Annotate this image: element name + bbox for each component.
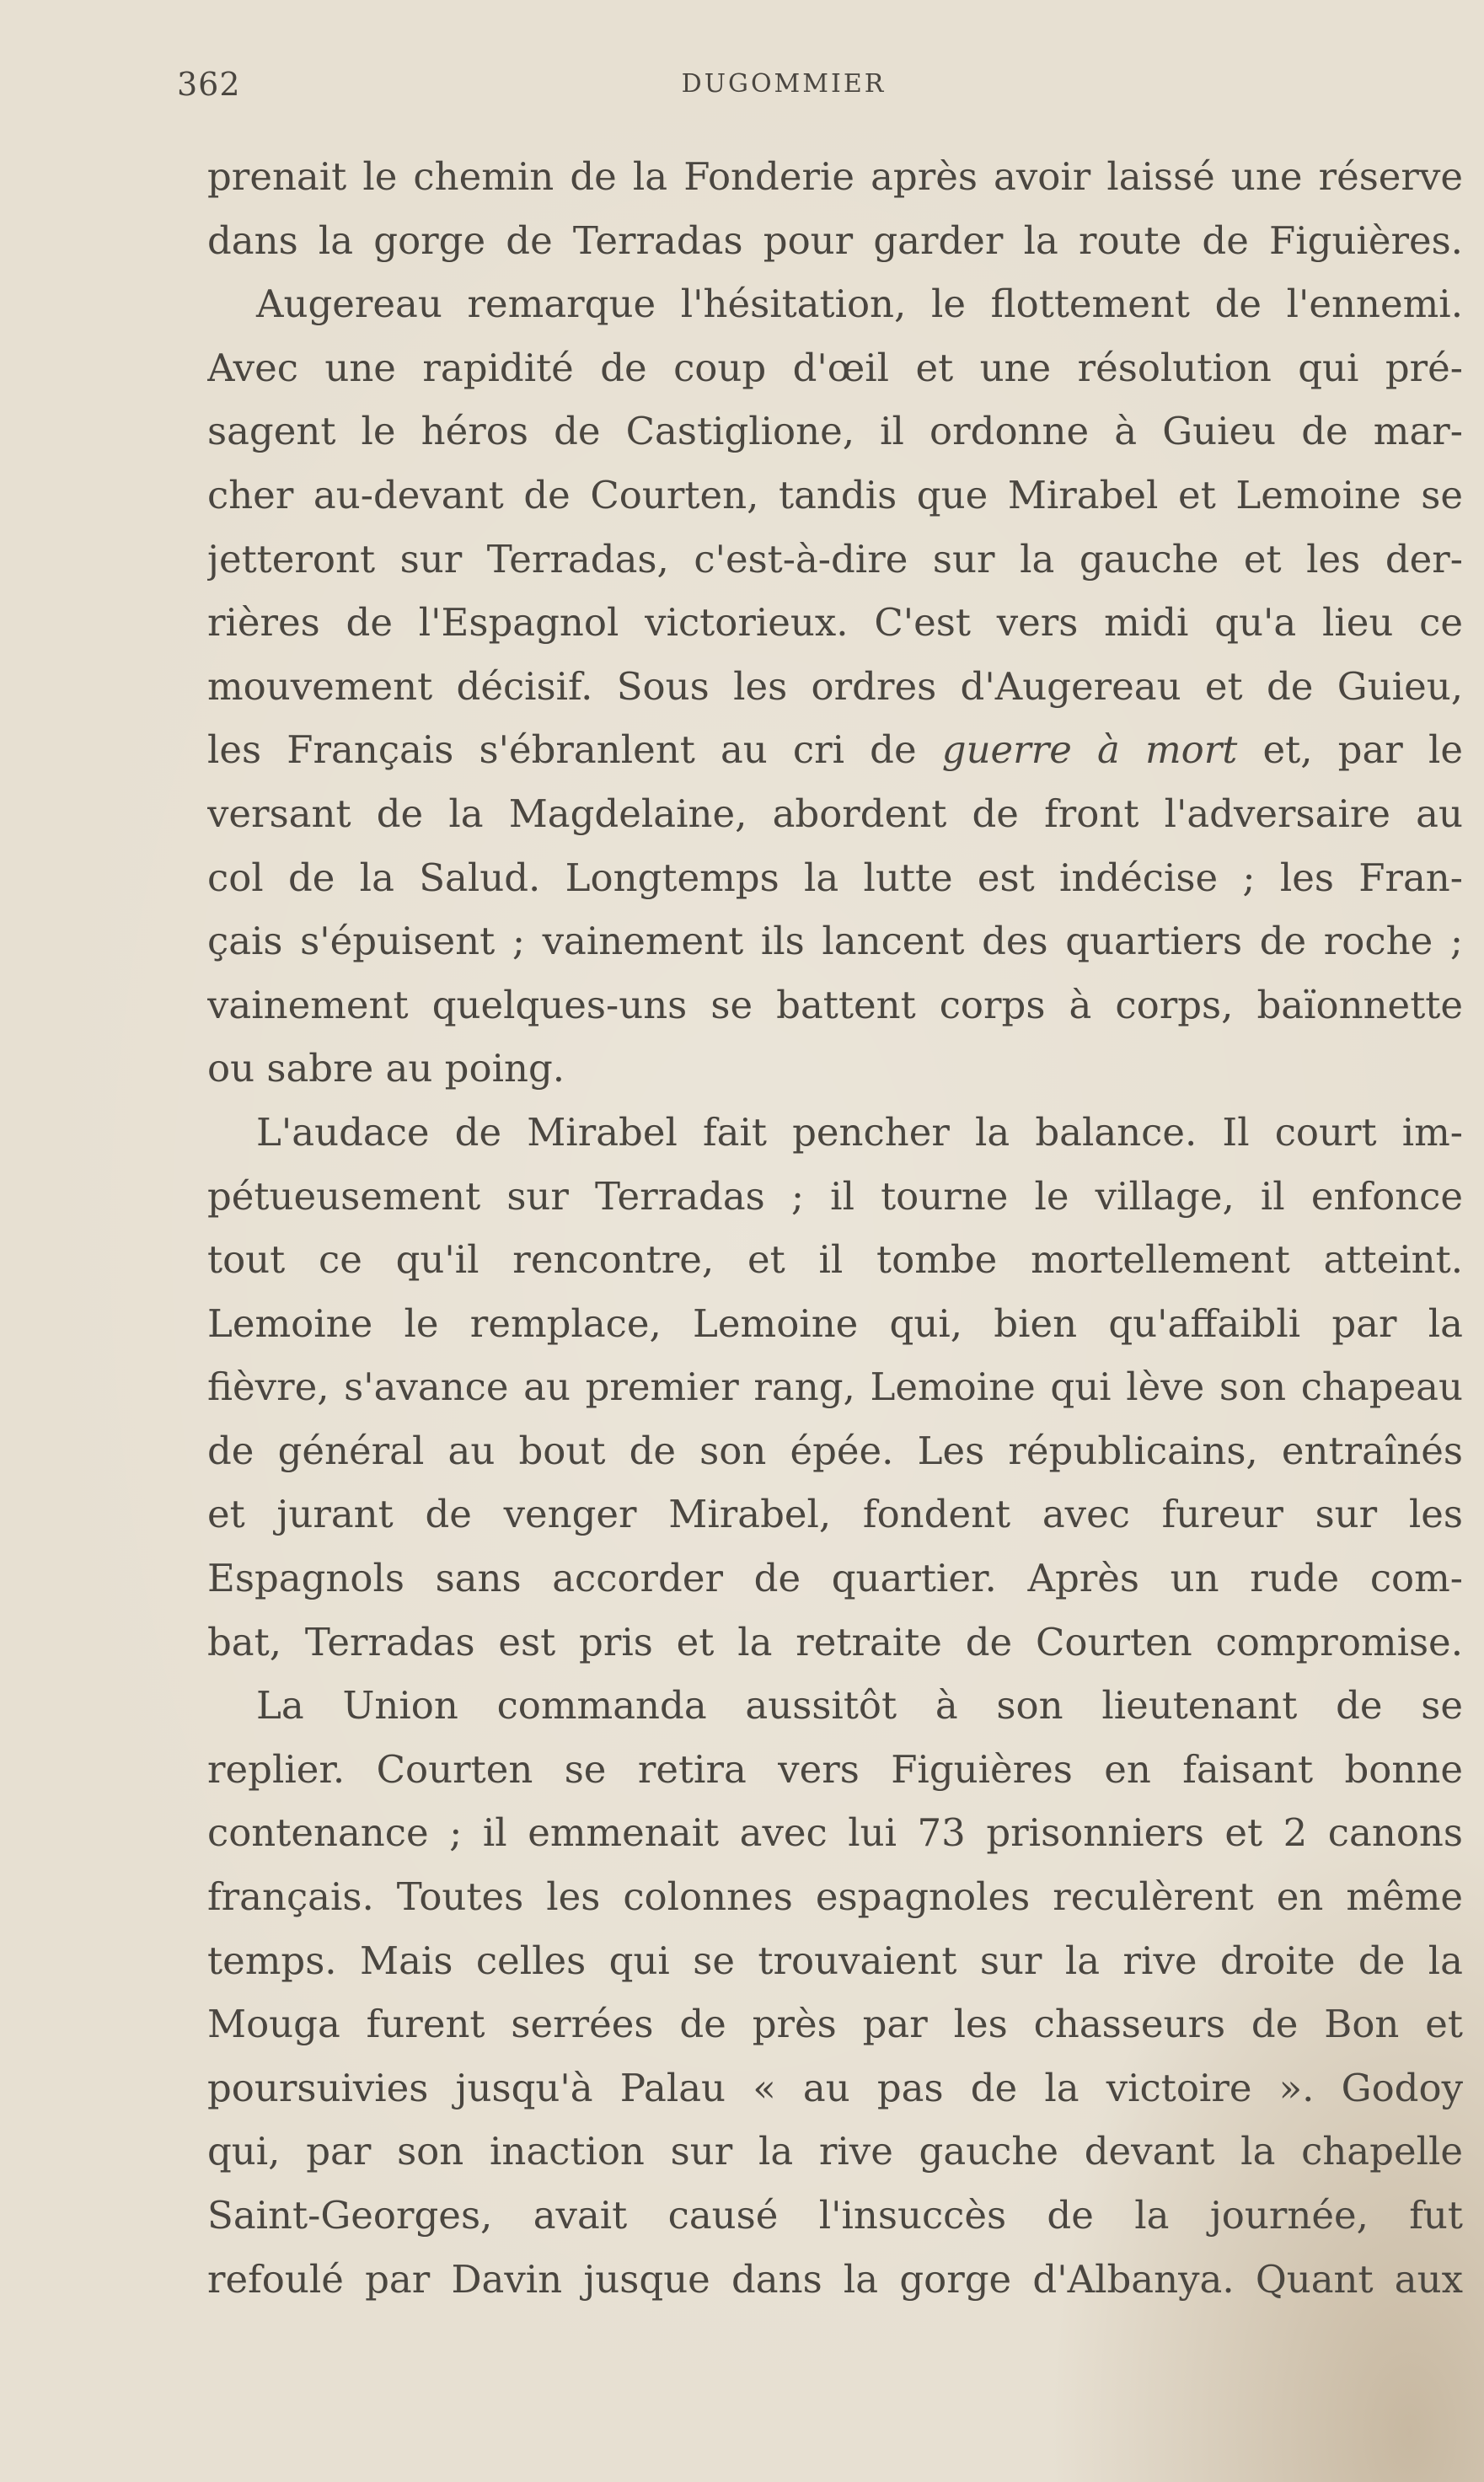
text-line: Avec une rapidité de coup d'œil et une résolution qui pré- [207,345,1463,390]
text-line: tout ce qu'il rencontre, et il tombe mortellement atteint. [207,1237,1463,1283]
text-line: vainement quelques-uns se battent corps à corps, baïonnette [207,982,1463,1027]
text-line: prenait le chemin de la Fonderie après avoir laissé une réserve [207,154,1463,199]
text-line: contenance ; il emmenait avec lui 73 prisonniers et 2 canons [207,1810,1463,1856]
text-run: les Français s'ébranlent au cri de [207,727,942,773]
text-line: Mouga furent serrées de près par les chasseurs de Bon et [207,2002,1463,2047]
text-line [207,718,1463,782]
text-line: L'audace de Mirabel fait pencher la balance. Il court im- [256,1109,1463,1155]
text-line: jetteront sur Terradas, c'est-à-dire sur la gauche et les der- [207,536,1463,582]
italic-phrase: guerre à mort [941,727,1238,773]
text-line: qui, par son inaction sur la rive gauche devant la chapelle [207,2129,1463,2174]
text-line: Saint-Georges, avait causé l'insuccès de la journée, fut [207,2193,1463,2238]
text-line: çais s'épuisent ; vainement ils lancent des quartiers de roche ; [207,919,1463,964]
text-line: ou sabre au poing. [207,1046,565,1091]
text-line: Augereau remarque l'hésitation, le flottement de l'ennemi. [256,281,1463,327]
text-line: Lemoine le remplace, Lemoine qui, bien qu'affaibli par la [207,1300,1463,1346]
body-text [207,145,1463,2311]
text-line: français. Toutes les colonnes espagnoles reculèrent en même [207,1874,1463,1920]
text-line: La Union commanda aussitôt à son lieutenant de se [256,1683,1463,1729]
text-line: sagent le héros de Castiglione, il ordonne à Guieu de mar- [207,409,1463,454]
text-line: replier. Courten se retira vers Figuières en faisant bonne [207,1746,1463,1792]
text-line: col de la Salud. Longtemps la lutte est indécise ; les Fran- [207,855,1463,900]
text-line: fièvre, s'avance au premier rang, Lemoine qui lève son chapeau [207,1364,1463,1410]
text-line: bat, Terradas est pris et la retraite de Courten compromise. [207,1619,1463,1664]
text-line: poursuivies jusqu'à Palau « au pas de la victoire ». Godoy [207,2065,1463,2110]
text-line: refoulé par Davin jusque dans la gorge d'Albanya. Quant aux [207,2256,1463,2302]
text-run: et, par le [1237,727,1463,773]
text-line: de général au bout de son épée. Les républicains, entraînés [207,1428,1463,1473]
text-line: mouvement décisif. Sous les ordres d'Augereau et de Guieu, [207,663,1463,709]
text-line: versant de la Magdelaine, abordent de front l'adversaire au [207,791,1463,836]
text-line: cher au-devant de Courten, tandis que Mirabel et Lemoine se [207,472,1463,517]
running-title: DUGOMMIER [681,69,887,99]
page-number: 362 [177,66,241,103]
text-line: dans la gorge de Terradas pour garder la route de Figuières. [207,217,1463,263]
text-line: rières de l'Espagnol victorieux. C'est vers midi qu'a lieu ce [207,600,1463,646]
page-header [177,66,1390,108]
text-line: temps. Mais celles qui se trouvaient sur la rive droite de la [207,1938,1463,1983]
text-line: pétueusement sur Terradas ; il tourne le village, il enfonce [207,1173,1463,1219]
text-line: et jurant de venger Mirabel, fondent avec fureur sur les [207,1492,1463,1537]
text-line: Espagnols sans accorder de quartier. Après un rude com- [207,1556,1463,1601]
